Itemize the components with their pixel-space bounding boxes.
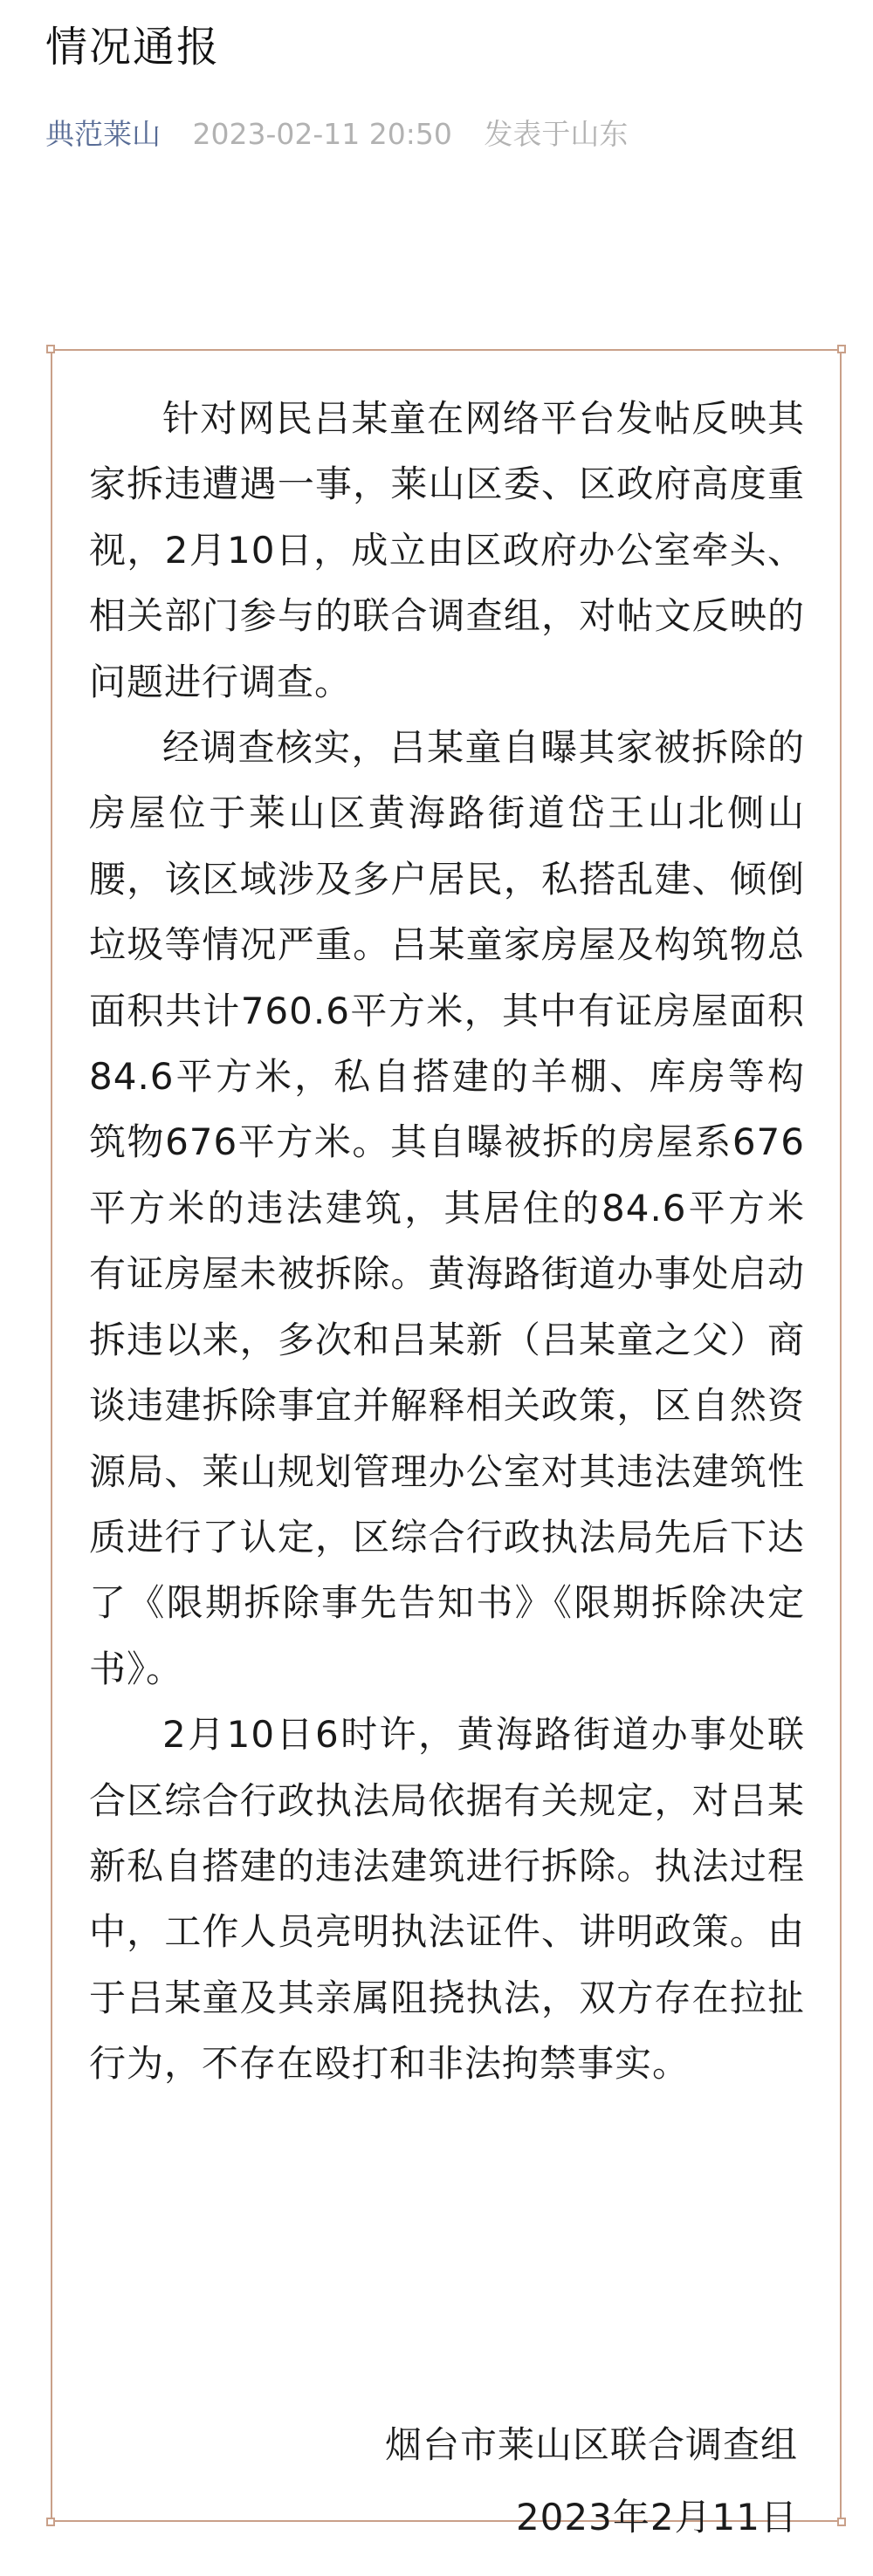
- frame-corner-top-right: [837, 345, 846, 353]
- article-title: 情况通报: [45, 23, 221, 72]
- notice-signature: [385, 2408, 798, 2553]
- frame-corner-bottom-left: [46, 2518, 55, 2526]
- article-meta: [45, 112, 628, 157]
- notice-paragraph-2: 经调查核实，吕某童自曝其家被拆除的房屋位于莱山区黄海路街道岱王山北侧山腰，该区域涉及多户居民，私搭乱建、倾倒垃圾等情况严重。吕某童家房屋及构筑物总面积共计760.6平方米，其中有证房屋面积84.6平方米，私自搭建的羊棚、库房等构筑物676平方米。其自曝被拆的房屋系676平方米的违法建筑，其居住的84.6平方米有证房屋未被拆除。黄海路街道办事处启动拆违以来，多次和吕某新（吕某童之父）商谈违建拆除事宜并解释相关政策，区自然资源局、莱山规划管理办公室对其违法建筑性质进行了认定，区综合行政执法局先后下达了《限期拆除事先告知书》《限期拆除决定书》。: [89, 726, 805, 1690]
- publish-location: 发表于山东: [484, 117, 629, 151]
- signature-organization: 烟台市莱山区联合调查组: [384, 2423, 798, 2466]
- publish-time: 2023-02-11 20:50: [192, 117, 452, 151]
- notice-body: [89, 386, 805, 2097]
- notice-paragraph-3: 2月10日6时许，黄海路街道办事处联合区综合行政执法局依据有关规定，对吕某新私自搭建的违法建筑进行拆除。执法过程中，工作人员亮明执法证件、讲明政策。由于吕某童及其亲属阻挠执法，双方存在拉扯行为，不存在殴打和非法拘禁事实。: [89, 1713, 805, 2086]
- notice-paragraph-1: 针对网民吕某童在网络平台发帖反映其家拆违遭遇一事，莱山区委、区政府高度重视，2月10日，成立由区政府办公室牵头、相关部门参与的联合调查组，对帖文反映的问题进行调查。: [89, 397, 805, 703]
- signature-date: 2023年2月11日: [515, 2496, 798, 2538]
- frame-corner-bottom-right: [837, 2518, 846, 2526]
- frame-corner-top-left: [46, 345, 55, 353]
- author-link[interactable]: 典范莱山: [45, 117, 161, 151]
